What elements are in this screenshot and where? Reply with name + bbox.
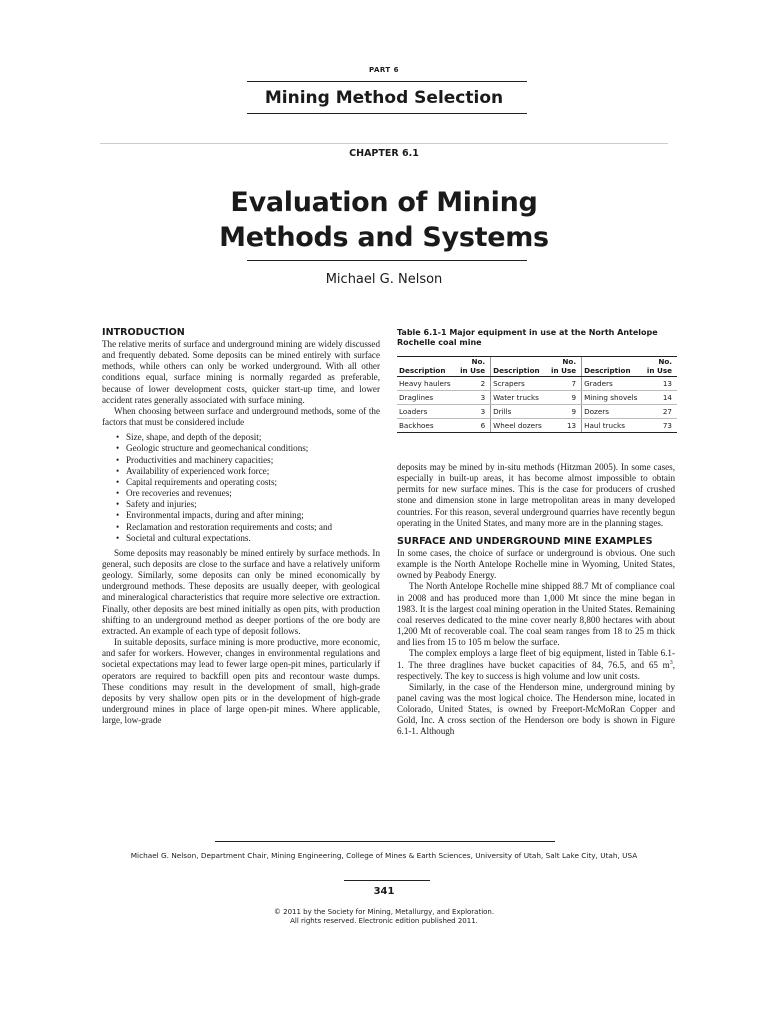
list-item: • Geologic structure and geomechanical conditions; xyxy=(116,443,380,454)
part-label: PART 6 xyxy=(368,66,400,74)
column-header-description: Description xyxy=(397,357,456,377)
table-cell: 7 xyxy=(547,377,582,391)
introduction-heading: INTRODUCTION xyxy=(102,327,185,338)
list-item: • Capital requirements and operating costs; xyxy=(116,477,380,488)
table-cell: 27 xyxy=(643,405,677,419)
intro-paragraph-2: When choosing between surface and underground methods, some of the factors that must be considered include xyxy=(102,405,380,428)
list-item: • Availability of experienced work force; xyxy=(116,466,380,477)
table-cell: 9 xyxy=(547,405,582,419)
column-header-count: No. in Use xyxy=(456,357,491,377)
table-cell: 2 xyxy=(456,377,491,391)
copyright-line-1: © 2011 by the Society for Mining, Metallurgy, and Exploration. xyxy=(273,908,495,916)
list-item: • Societal and cultural expectations. xyxy=(116,533,380,544)
list-item: • Ore recoveries and revenues; xyxy=(116,488,380,499)
footnote-rule xyxy=(215,841,555,842)
examples-paragraph-2: The North Antelope Rochelle mine shipped 88.7 Mt of compliance coal in 2008 and has produced more than 1,000 Mt since the mine began in 1983. It is the largest coal mining operation in the United States. Remaining coal reserves dedicated to the mine cover nearly 8,800 hectares with about 1,200 Mt of recoverable coal. The coal seam ranges from 18 to 25 m thick and lies from 15 to 105 m below the surface. xyxy=(397,581,675,648)
table-row xyxy=(397,391,677,405)
title-rule xyxy=(247,260,527,261)
list-item: • Environmental impacts, during and after mining; xyxy=(116,510,380,521)
column-header-count: No. in Use xyxy=(643,357,677,377)
table-cell: 3 xyxy=(456,391,491,405)
table-cell: Scrapers xyxy=(491,377,547,391)
list-item: • Productivities and machinery capacities; xyxy=(116,455,380,466)
table-cell: Mining shovels xyxy=(582,391,643,405)
page-number-rule xyxy=(344,880,430,881)
table-cell: 73 xyxy=(643,419,677,433)
table-cell: Backhoes xyxy=(397,419,456,433)
chapter-label: CHAPTER 6.1 xyxy=(349,148,419,159)
table-cell: 13 xyxy=(643,377,677,391)
equipment-table xyxy=(397,356,677,433)
table-cell: Draglines xyxy=(397,391,456,405)
table-row xyxy=(397,377,677,391)
table-cell: Wheel dozers xyxy=(491,419,547,433)
table-row xyxy=(397,405,677,419)
table-cell: Dozers xyxy=(582,405,643,419)
copyright-line-2: All rights reserved. Electronic edition published 2011. xyxy=(290,917,478,925)
author: Michael G. Nelson xyxy=(325,272,443,287)
examples-paragraph-3: The complex employs a large fleet of big equipment, listed in Table 6.1-1. The three draglines have bucket capacities of 84, 76.5, and 65 $m^3$, respectively. The key to success is high volume and low unit costs. xyxy=(397,648,675,681)
chapter-rule-top xyxy=(100,143,668,144)
list-item: • Size, shape, and depth of the deposit; xyxy=(116,432,380,443)
list-item: • Reclamation and restoration requirements and costs; and xyxy=(116,522,380,533)
left-column xyxy=(102,327,380,726)
column-header-description: Description xyxy=(582,357,643,377)
column-header-count: No. in Use xyxy=(547,357,582,377)
table-cell: Graders xyxy=(582,377,643,391)
column-header-description: Description xyxy=(491,357,547,377)
table-cell: Water trucks xyxy=(491,391,547,405)
table-cell: 3 xyxy=(456,405,491,419)
author-footnote: Michael G. Nelson, Department Chair, Mining Engineering, College of Mines & Earth Sciences, University of Utah, Salt Lake City, Utah, USA xyxy=(130,851,638,860)
table-cell: 9 xyxy=(547,391,582,405)
examples-paragraph-1: In some cases, the choice of surface or underground is obvious. One such example is the North Antelope Rochelle mine in Wyoming, United States, owned by Peabody Energy. xyxy=(397,547,675,581)
part-title: Mining Method Selection xyxy=(264,88,504,108)
table-cell: 6 xyxy=(456,419,491,433)
table-cell: Loaders xyxy=(397,405,456,419)
header-rule-bottom xyxy=(247,113,527,114)
page-number: 341 xyxy=(373,886,395,897)
chapter-title-line-2: Methods and Systems xyxy=(219,222,549,253)
table-cell: 14 xyxy=(643,391,677,405)
chapter-title xyxy=(0,185,768,255)
table-header-row xyxy=(397,357,677,377)
examples-paragraph-4: Similarly, in the case of the Henderson mine, underground mining by panel caving was the most logical choice. The Henderson mine, located in Colorado, United States, is owned by Freeport-McMoRan Copper and Gold, Inc. A cross section of the Henderson ore body is shown in Figure 6.1-1. Although xyxy=(397,681,675,737)
list-item: • Safety and injuries; xyxy=(116,499,380,510)
paragraph-4: In suitable deposits, surface mining is more productive, more economic, and safer for workers. However, changes in environmental regulations and societal expectations may lead to fewer large open-pit mines, particularly if operators are required to backfill open pits and recontour waste dumps. These conditions may result in the development of small, high-grade deposits by very shallow open pits or in the development of high-grade underground mines in place of large open-pit mines. Where applicable, large, low-grade xyxy=(102,637,380,726)
table-cell: Drills xyxy=(491,405,547,419)
header-rule-top xyxy=(247,81,527,82)
factor-list xyxy=(102,432,380,544)
chapter-title-line-1: Evaluation of Mining xyxy=(230,187,538,218)
table-cell: Haul trucks xyxy=(582,419,643,433)
intro-paragraph-1: The relative merits of surface and underground mining are widely discussed and frequently debated. Some deposits can be mined entirely with surface methods, while others can only be worked underground. With all other conditions equal, surface mining is normally regarded as preferable, because of lower development costs, quicker start-up time, and lower accident rates generally associated with surface mining. xyxy=(102,339,380,405)
table-cell: Heavy haulers xyxy=(397,377,456,391)
table-row xyxy=(397,419,677,433)
copyright-notice xyxy=(0,908,768,926)
paragraph-3: Some deposits may reasonably be mined entirely by surface methods. In general, such deposits are close to the surface and have a relatively uniform geology. Similarly, some deposits can only be mined economically by underground methods. These deposits are usually deeper, with geological and mineralogical characteristics that require more selective ore extraction. Finally, other deposits are best mined initially as open pits, with production shifting to an underground method as deeper portions of the ore body are extracted. An example of each type of deposit follows. xyxy=(102,547,380,636)
table-caption: Table 6.1-1 Major equipment in use at the North Antelope Rochelle coal mine xyxy=(397,328,658,347)
mine-examples-heading: SURFACE AND UNDERGROUND MINE EXAMPLES xyxy=(397,535,653,547)
table-cell: 13 xyxy=(547,419,582,433)
right-column xyxy=(397,462,675,738)
paragraph-continued: deposits may be mined by in-situ methods (Hitzman 2005). In some cases, especially in built-up areas, it has become almost impossible to obtain permits for new surface mines. This is the case for producers of crushed stone and dimension stone in large metropolitan areas in many developed countries. For this reason, several underground quarries have recently begun operating in the United States, and many more are in the planning stages. xyxy=(397,462,675,528)
